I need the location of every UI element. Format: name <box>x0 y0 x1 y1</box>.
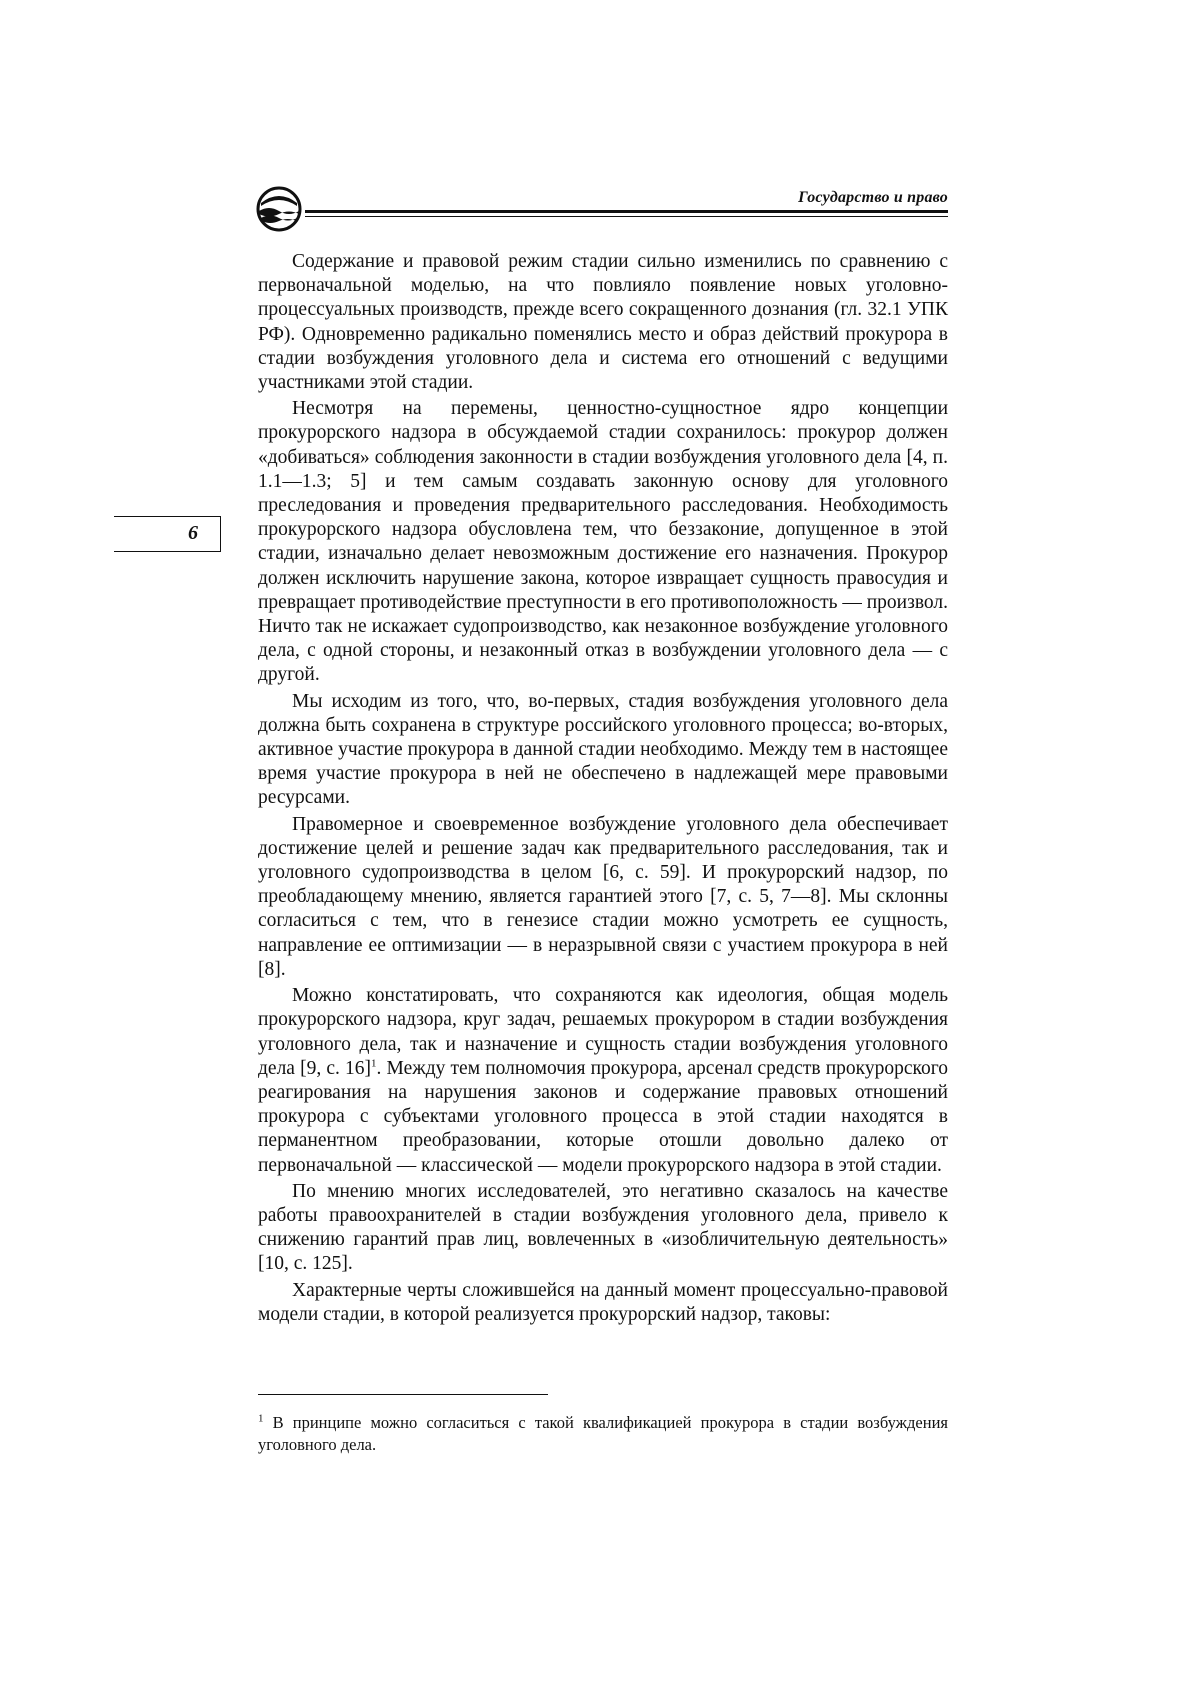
footnote-separator <box>258 1394 548 1395</box>
footnote-marker: 1 <box>258 1412 264 1425</box>
paragraph-text: Можно констатировать, что сохраняются как идеология, общая модель прокурорского надзора, круг задач, решаемых прокурором в стадии возбуждения уголовного дела, так и назначение и сущность стадии возбуждения уголовного дела [9, с. 16] <box>258 985 948 1079</box>
journal-logo-icon <box>255 185 303 233</box>
footnote <box>258 1412 948 1456</box>
page-number-box <box>114 516 221 552</box>
header-rule-thin <box>305 216 948 217</box>
paragraph: Характерные черты сложившейся на данный момент процессуально-правовой модели стадии, в которой реализуется прокурорский надзор, таковы: <box>258 1279 948 1325</box>
paragraph <box>258 984 948 1178</box>
paragraph: Содержание и правовой режим стадии сильно изменились по сравнению с первоначальной моделью, на что повлияло появление новых уголовно-процессуальных производств, прежде всего сокращенного дознания (гл. 32.1 УПК РФ). Одновременно радикально поменялись место и образ действий прокурора в стадии возбуждения уголовного дела и система его отношений с ведущими участниками этой стадии. <box>258 251 948 394</box>
body-text <box>258 250 948 1329</box>
paragraph: Правомерное и своевременное возбуждение уголовного дела обеспечивает достижение целей и решение задач как предварительного расследования, так и уголовного судопроизводства в целом [6, с. 59]. И прокурорский надзор, по преобладающему мнению, является гарантией этого [7, с. 5, 7—8]. Мы склонны согласиться с тем, что в генезисе стадии можно усмотреть ее сущность, направление ее оптимизации — в неразрывной связи с участием прокурора в ней [8]. <box>258 813 948 980</box>
paragraph: Мы исходим из того, что, во-первых, стадия возбуждения уголовного дела должна быть сохранена в структуре российского уголовного процесса; во-вторых, активное участие прокурора в данной стадии необходимо. Между тем в настоящее время участие прокурора в ней не обеспечено в надлежащей мере правовыми ресурсами. <box>258 690 948 809</box>
paragraph: По мнению многих исследователей, это негативно сказалось на качестве работы правоохранителей в стадии возбуждения уголовного дела, привело к снижению гарантий прав лиц, вовлеченных в «изобличительную деятельность» [10, с. 125]. <box>258 1180 948 1275</box>
page-number: 6 <box>188 522 198 544</box>
header-rule <box>305 210 948 213</box>
paragraph: Несмотря на перемены, ценностно-сущностное ядро концепции прокурорского надзора в обсуждаемой стадии сохранилось: прокурор должен «добиваться» соблюдения законности в стадии возбуждения уголовного дела [4, п. 1.1—1.3; 5] и тем самым создавать законную основу для уголовного преследования и проведения предварительного расследования. Необходимость прокурорского надзора обусловлена тем, что беззаконие, допущенное в этой стадии, изначально делает невозможным достижение его назначения. Прокурор должен исключить нарушение закона, которое извращает сущность правосудия и превращает противодействие преступности в его противоположность — произвол. Ничто так не искажает судопроизводство, как незаконное возбуждение уголовного дела, с одной стороны, и незаконный отказ в возбуждении уголовного дела — с другой. <box>258 398 948 686</box>
running-title: Государство и право <box>798 189 948 206</box>
running-header <box>255 185 948 235</box>
footnote-reference: 1 <box>371 1057 377 1070</box>
footnote-text: В принципе можно согласиться с такой квалификацией прокурора в стадии возбуждения уголовного дела. <box>258 1413 948 1454</box>
paragraph-text: . Между тем полномочия прокурора, арсенал средств прокурорского реагирования на нарушения законов и содержание правовых отношений прокурора с субъектами уголовного процесса в этой стадии находятся в перманентном преобразовании, которые отошли довольно далеко от первоначальной — классической — модели прокурорского надзора в этой стадии. <box>258 1057 949 1176</box>
